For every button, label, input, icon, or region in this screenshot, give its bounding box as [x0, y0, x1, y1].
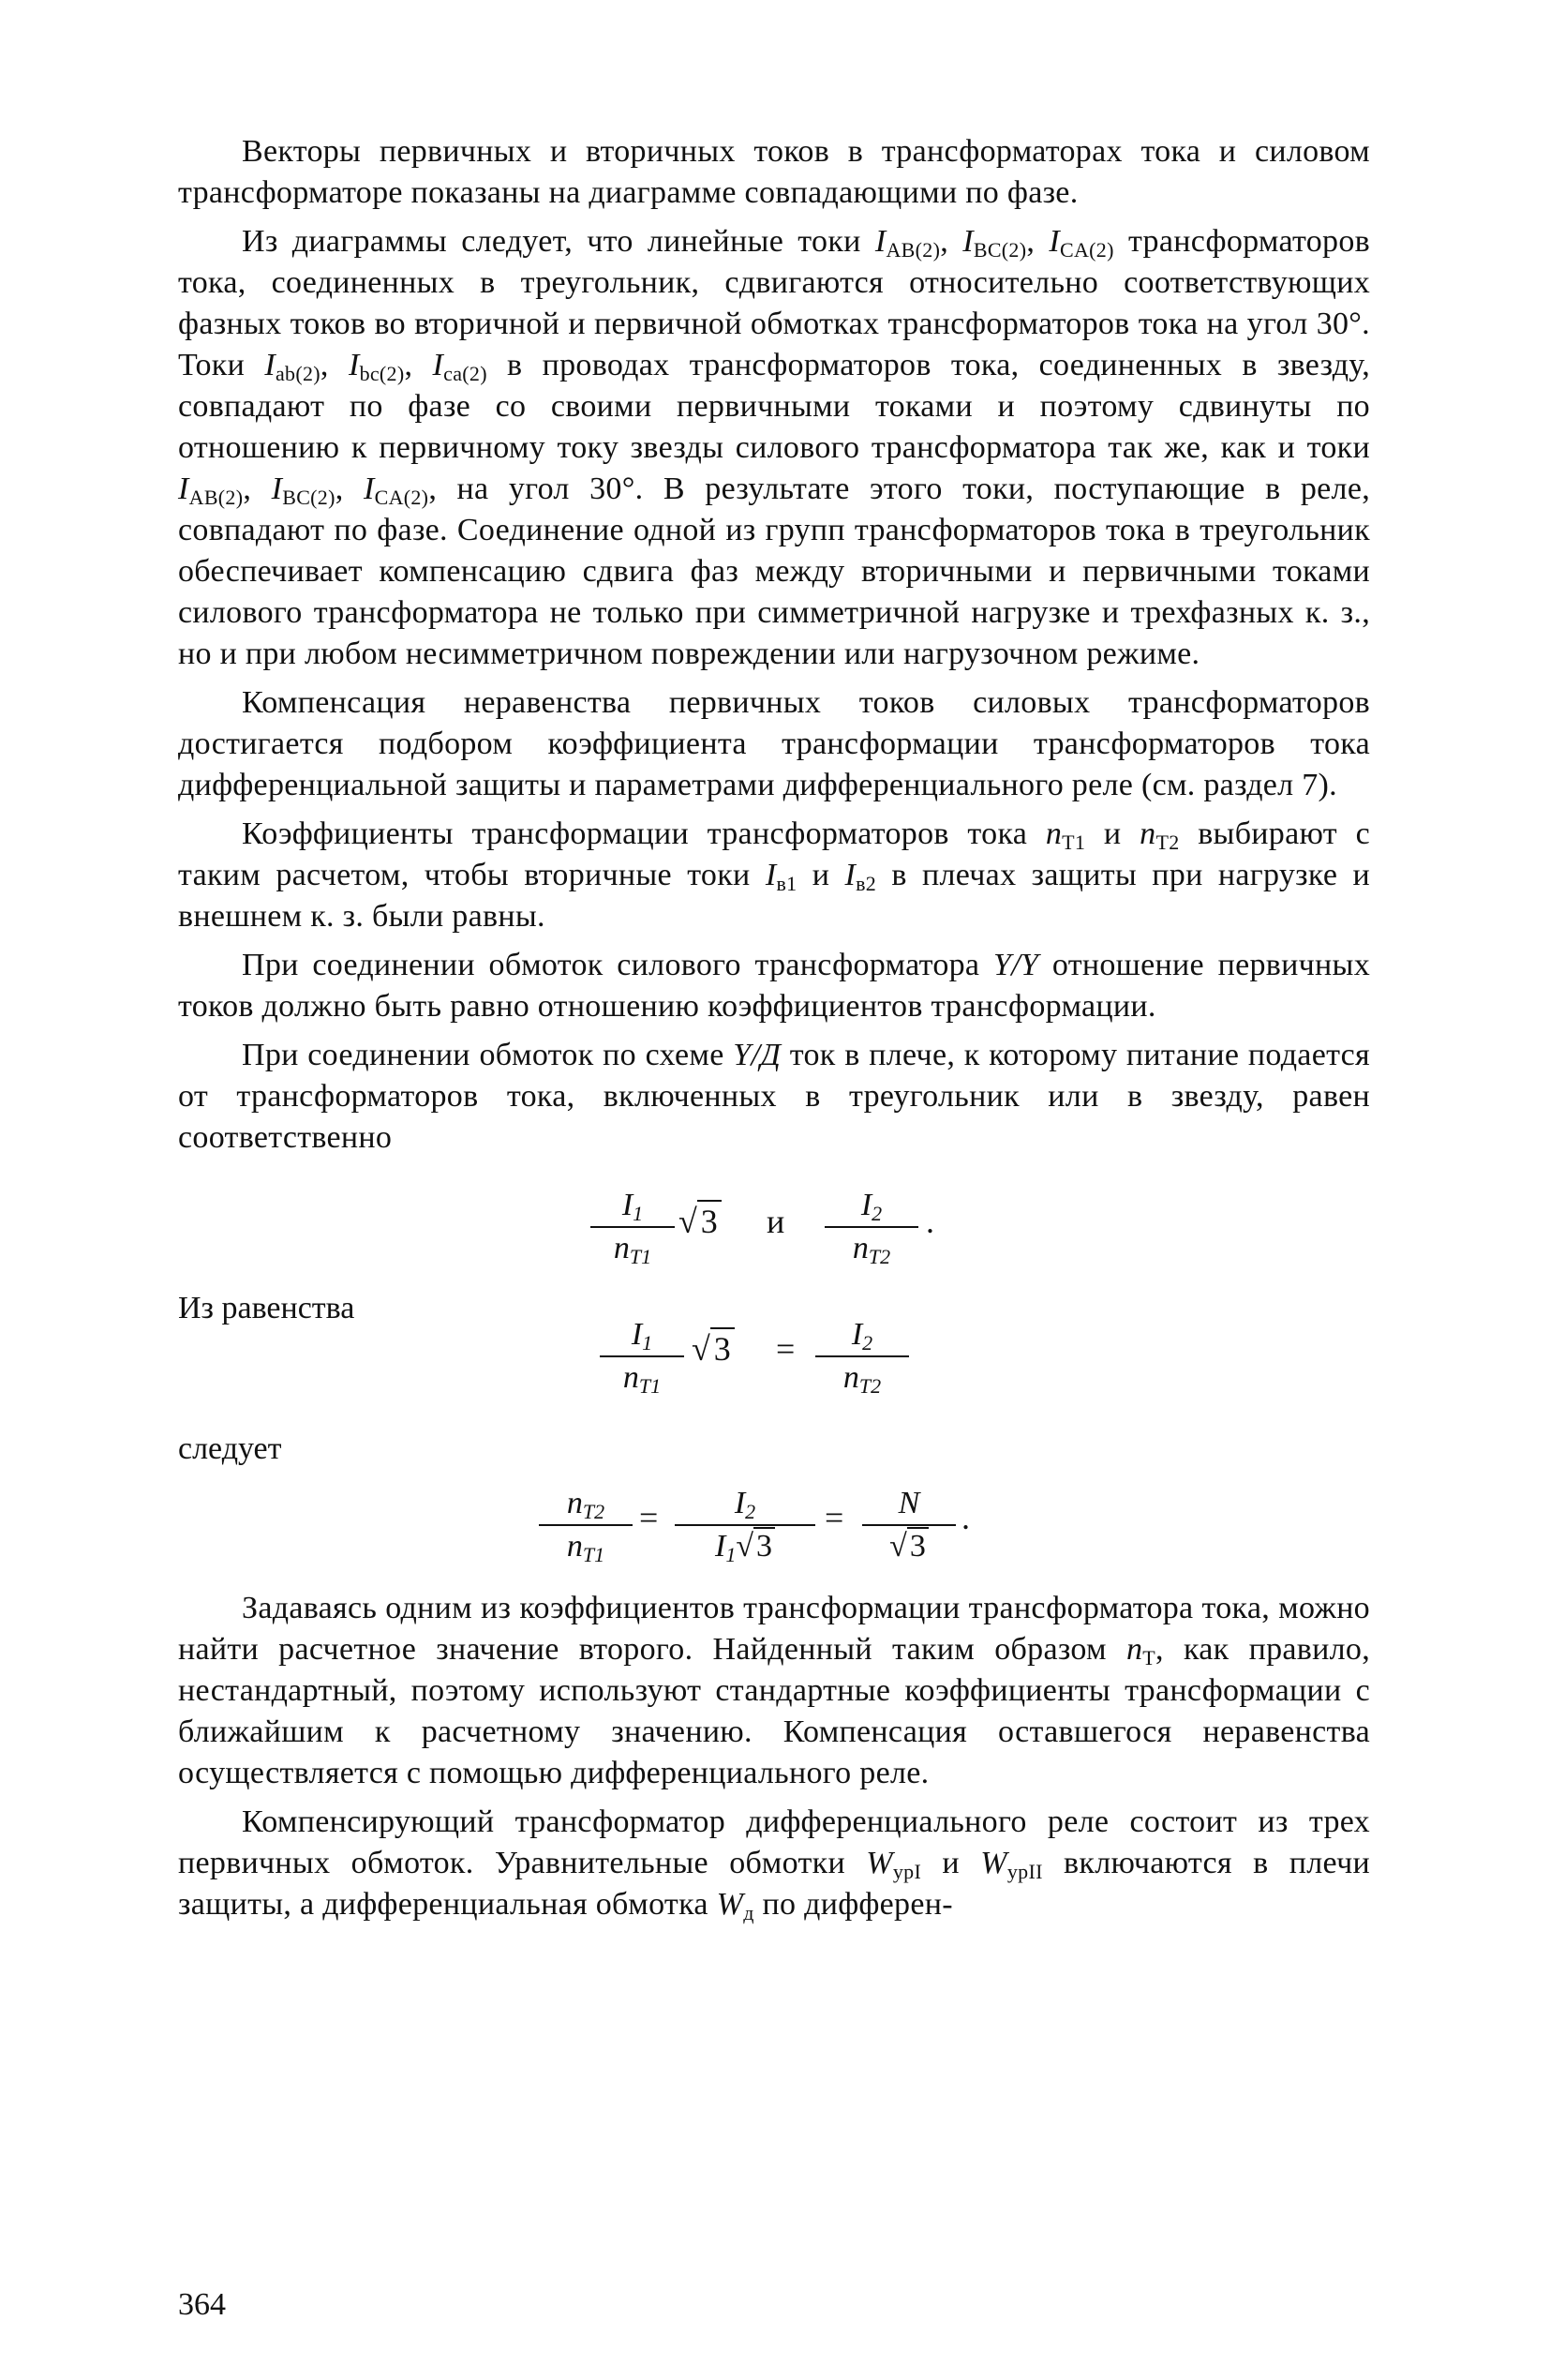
paragraph-3: Компенсация неравенства первичных токов силовых трансформаторов достигается подбором коэффициента трансформации трансформаторов тока дифференциальной защиты и параметрами дифференциального реле (см. раздел 7). [178, 685, 1370, 802]
label-follows: следует [178, 1431, 282, 1466]
formula-3 [178, 1466, 1370, 1588]
sqrt-3: √ 3 [692, 1327, 735, 1369]
book-page [178, 131, 1370, 2362]
formula-1 [178, 1166, 1370, 1307]
paragraph-2: Из диаграммы следует, что линейные токи $I_{AB(2)}$, $I_{BC(2)}$, $I_{CA(2)}$ трансформаторов тока, соединенных в треугольник, сдвигаются относительно соответствующих фазных токов во вторичной и первичной обмотках трансформаторов тока на угол 30°. Токи $I_{ab(2)}$, $I_{bc(2)}$, $I_{ca(2)}$ в проводах трансформаторов тока, соединенных в звезду, совпадают по фазе со своими первичными токами и поэтому сдвинуты по отношению к первичному току звезды силового трансформатора так же, как и токи $I_{AB(2)}$, $I_{BC(2)}$, $I_{CA(2)}$, на угол 30°. В результате этого токи, поступающие в реле, совпадают по фазе. Соединение одной из групп трансформаторов тока в треугольник обеспечивает компенсацию сдвига фаз между вторичными и первичными токами силового трансформатора не только при симметричной нагрузке и трехфазных к. з., но и при любом несимметричном повреждении или нагрузочном режиме. [178, 224, 1371, 671]
page-number: 364 [178, 2287, 226, 2322]
paragraph-6: При соединении обмоток по схеме Y/Д ток в плече, к которому питание подается от трансформаторов тока, включенных в треугольник или в звезду, равен соответственно [178, 1038, 1370, 1155]
fraction-i2-nt2: $I_2$ $n_{T2}$ [815, 1316, 909, 1397]
period: . [926, 1203, 934, 1240]
fraction-nt2-nt1: $n_{T2}$ $n_{T1}$ [539, 1485, 633, 1565]
paragraph-1: Векторы первичных и вторичных токов в трансформаторах тока и силовом трансформаторе показаны на диаграмме совпадающими по фазе. [178, 134, 1370, 210]
paragraph-7: Задаваясь одним из коэффициентов трансформации трансформатора тока, можно найти расчетное значение второго. Найденный таким образом $n_T$, как правило, нестандартный, поэтому используют стандартные коэффициенты трансформации с ближайшим к расчетному значению. Компенсация оставшегося неравенства осуществляется с помощью дифференциального реле. [178, 1591, 1370, 1790]
formula-2 [178, 1316, 1370, 1429]
label-from-equality: Из равенства [178, 1291, 355, 1325]
fraction-i2-nt2: $I_2$ $n_{T2}$ [825, 1187, 918, 1267]
fraction-i2-i1sqrt3: $I_2$ $I_1√3$ [675, 1485, 815, 1565]
sqrt-3: √ 3 [678, 1200, 722, 1241]
conjunction: и [767, 1203, 785, 1240]
period: . [961, 1499, 970, 1536]
fraction-i1-nt1: $I_1$ $n_{T1}$ [590, 1187, 675, 1267]
fraction-i1-nt1: $I_1$ $n_{T1}$ [600, 1316, 684, 1397]
equals-sign: = [825, 1499, 844, 1536]
fraction-n-sqrt3: N √3 [862, 1485, 956, 1565]
equals-sign: = [776, 1330, 796, 1368]
paragraph-5: При соединении обмоток силового трансформатора Y/Y отношение первичных токов должно быть равно отношению коэффициентов трансформации. [178, 948, 1370, 1024]
equals-sign: = [639, 1499, 659, 1536]
paragraph-4: Коэффициенты трансформации трансформаторов тока $n_{T1}$ и $n_{T2}$ выбирают с таким расчетом, чтобы вторичные токи $I_{в1}$ и $I_{в2}$ в плечах защиты при нагрузке и внешнем к. з. были равны. [178, 816, 1371, 934]
paragraph-8: Компенсирующий трансформатор дифференциального реле состоит из трех первичных обмоток. Уравнительные обмотки $W_{урI}$ и $W_{урII}$ включаются в плечи защиты, а дифференциальная обмотка $W_д$ по дифферен- [178, 1804, 1370, 1924]
